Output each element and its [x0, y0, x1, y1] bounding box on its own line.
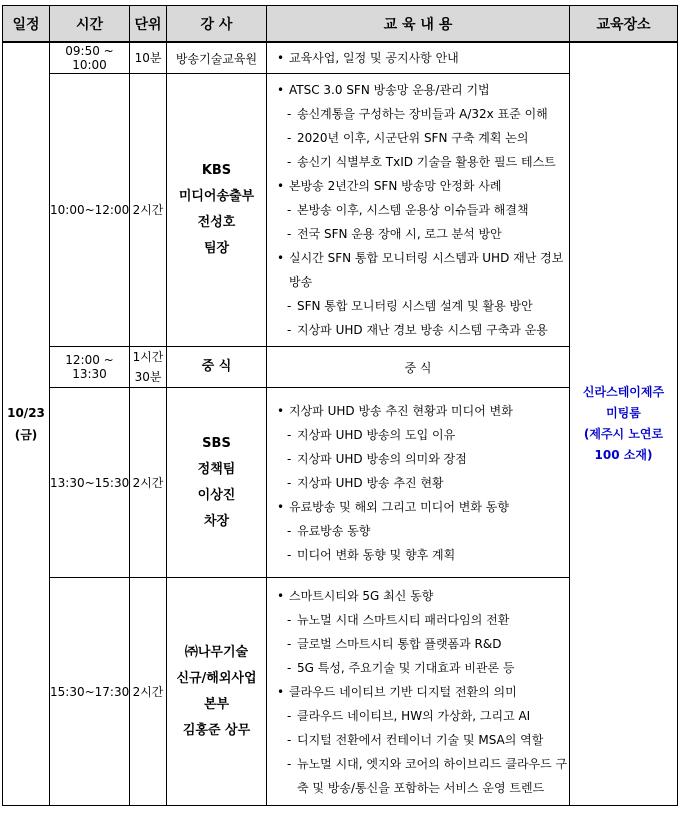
bullet-icon: •	[277, 403, 285, 418]
speaker-line: 전성호	[197, 215, 236, 230]
unit-line: 2시간	[132, 203, 164, 217]
content-sub-item	[275, 447, 569, 471]
dash-icon: -	[287, 475, 292, 490]
content-bullet-item	[275, 584, 569, 608]
speaker-line: 김홍준 상무	[182, 722, 251, 738]
dash-icon: -	[287, 636, 292, 651]
content-text: 중 식	[404, 360, 432, 375]
content-sub-item	[275, 126, 569, 150]
header-speaker: 강 사	[167, 6, 267, 43]
content-item-text: 지상파 UHD 재난 경보 방송 시스템 구축과 운용	[297, 323, 548, 337]
content-sub-item	[275, 150, 569, 174]
content-item-text: 지상파 UHD 방송 추진 현황	[297, 475, 444, 490]
dash-icon: -	[287, 612, 292, 627]
content-bullet-item	[275, 78, 569, 102]
speaker-cell	[167, 74, 267, 347]
content-item-text: 5G 특성, 주요기술 및 기대효과 비관론 등	[297, 660, 515, 675]
content-item-text: 지상파 UHD 방송의 의미와 장점	[297, 451, 467, 466]
content-cell	[267, 578, 570, 806]
speaker-cell	[167, 388, 267, 578]
bullet-icon: •	[277, 499, 285, 514]
content-bullet-item	[275, 680, 569, 704]
content-cell	[267, 388, 570, 578]
content-item-text: 유료방송 및 해외 그리고 미디어 변화 동향	[289, 499, 509, 514]
bullet-icon: •	[277, 251, 285, 265]
content-item-text: 2020년 이후, 시군단위 SFN 구축 계획 논의	[297, 131, 529, 145]
content-bullet-item	[275, 46, 569, 70]
content-item-text: 교육사업, 일정 및 공지사항 안내	[289, 51, 459, 65]
schedule-row	[3, 42, 678, 74]
content-bullet-item	[275, 174, 569, 198]
content-sub-item	[275, 294, 569, 318]
speaker-cell	[167, 347, 267, 388]
place-line: 미팅룸	[606, 406, 641, 420]
date-line: (금)	[14, 428, 38, 442]
content-item-text: 미디어 변화 동향 및 향후 계획	[297, 547, 456, 562]
dash-icon: -	[287, 756, 292, 771]
unit-cell	[130, 74, 167, 347]
speaker-line: 미디어송출부	[178, 189, 255, 204]
speaker-line: 정책팀	[197, 461, 236, 477]
content-sub-item	[275, 543, 569, 567]
unit-cell	[130, 42, 167, 74]
content-item-text: 송신기 식별부호 TxID 기술을 활용한 필드 테스트	[297, 155, 556, 169]
bullet-icon: •	[277, 684, 285, 699]
time-cell: 10:00~12:00	[50, 74, 130, 347]
bullet-icon: •	[277, 588, 285, 603]
dash-icon: -	[287, 131, 292, 145]
unit-cell	[130, 578, 167, 806]
content-item-text: 지상파 UHD 방송 추진 현황과 미디어 변화	[289, 403, 513, 418]
content-sub-item	[275, 632, 569, 656]
dash-icon: -	[287, 107, 292, 121]
speaker-cell	[167, 578, 267, 806]
unit-line: 1시간	[132, 350, 164, 364]
content-item-text: ATSC 3.0 SFN 방송망 운용/관리 기법	[289, 83, 490, 97]
dash-icon: -	[287, 660, 292, 675]
time-cell: 09:50 ~ 10:00	[50, 42, 130, 74]
dash-icon: -	[287, 523, 292, 538]
content-item-text: 클라우드 네이티브 기반 디지털 전환의 의미	[289, 684, 517, 699]
content-sub-item	[275, 752, 569, 800]
content-item-text: 클라우드 네이티브, HW의 가상화, 그리고 AI	[297, 708, 531, 723]
dash-icon: -	[287, 323, 292, 337]
header-place: 교육장소	[570, 6, 678, 43]
content-item-text: 지상파 UHD 방송의 도입 이유	[297, 427, 456, 442]
dash-icon: -	[287, 227, 292, 241]
content-item-text: 실시간 SFN 통합 모니터링 시스템과 UHD 재난 경보 방송	[289, 251, 564, 289]
place-line: 신라스테이제주	[582, 385, 665, 399]
speaker-line: 이상진	[197, 487, 236, 503]
unit-cell	[130, 388, 167, 578]
speaker-line: 팀장	[203, 241, 230, 256]
content-sub-item	[275, 222, 569, 246]
speaker-line: KBS	[201, 163, 232, 178]
date-cell	[3, 42, 50, 806]
header-row	[3, 6, 678, 43]
speaker-line: 신규/해외사업	[176, 670, 257, 686]
header-time: 시간	[50, 6, 130, 43]
speaker-line: 중 식	[201, 359, 232, 374]
content-list	[275, 75, 569, 345]
content-item-text: 전국 SFN 운용 장애 시, 로그 분석 방안	[297, 227, 502, 241]
content-bullet-item	[275, 495, 569, 519]
content-list	[275, 396, 569, 570]
date-line: 10/23	[7, 406, 45, 420]
header-date: 일정	[3, 6, 50, 43]
speaker-cell	[167, 42, 267, 74]
bullet-icon: •	[277, 179, 285, 193]
dash-icon: -	[287, 427, 292, 442]
dash-icon: -	[287, 299, 292, 313]
content-item-text: 본방송 2년간의 SFN 방송망 안정화 사례	[289, 179, 502, 193]
unit-line: 30분	[134, 370, 162, 384]
header-content: 교 육 내 용	[267, 6, 570, 43]
content-item-text: 뉴노멀 시대, 엣지와 코어의 하이브리드 클라우드 구축 및 방송/통신을 포함하는 서비스 운영 트렌드	[297, 756, 568, 795]
speaker-line: 차장	[203, 513, 230, 529]
content-sub-item	[275, 519, 569, 543]
bullet-icon: •	[277, 51, 285, 65]
content-item-text: 뉴노멀 시대 스마트시티 패러다임의 전환	[297, 612, 510, 627]
content-item-text: 유료방송 동향	[297, 523, 371, 538]
content-cell	[267, 42, 570, 74]
place-line: 100 소재)	[594, 448, 653, 462]
content-sub-item	[275, 704, 569, 728]
content-item-text: 본방송 이후, 시스템 운용상 이슈들과 해결책	[297, 203, 529, 217]
content-sub-item	[275, 471, 569, 495]
dash-icon: -	[287, 155, 292, 169]
unit-line: 10분	[134, 51, 162, 65]
content-sub-item	[275, 423, 569, 447]
content-sub-item	[275, 608, 569, 632]
dash-icon: -	[287, 708, 292, 723]
content-sub-item	[275, 728, 569, 752]
unit-cell	[130, 347, 167, 388]
unit-line: 2시간	[132, 684, 164, 699]
time-cell: 15:30~17:30	[50, 578, 130, 806]
content-cell	[267, 347, 570, 388]
content-bullet-item	[275, 399, 569, 423]
speaker-line: ㈜나무기술	[184, 644, 249, 660]
content-item-text: 디지털 전환에서 컨테이너 기술 및 MSA의 역할	[297, 732, 544, 747]
content-sub-item	[275, 318, 569, 342]
bullet-icon: •	[277, 83, 285, 97]
content-item-text: 스마트시티와 5G 최신 동향	[289, 588, 434, 603]
content-list	[275, 581, 569, 803]
dash-icon: -	[287, 203, 292, 217]
content-item-text: 송신계통을 구성하는 장비들과 A/32x 표준 이해	[297, 107, 548, 121]
dash-icon: -	[287, 451, 292, 466]
dash-icon: -	[287, 547, 292, 562]
time-cell: 12:00 ~ 13:30	[50, 347, 130, 388]
schedule-table	[2, 5, 678, 806]
speaker-line: 본부	[203, 696, 230, 712]
content-item-text: 글로벌 스마트시티 통합 플랫폼과 R&D	[297, 636, 502, 651]
content-list	[275, 43, 569, 73]
content-sub-item	[275, 198, 569, 222]
speaker-line: SBS	[202, 435, 231, 451]
speaker-line: 방송기술교육원	[175, 51, 258, 66]
time-cell: 13:30~15:30	[50, 388, 130, 578]
content-sub-item	[275, 102, 569, 126]
dash-icon: -	[287, 732, 292, 747]
place-cell	[570, 42, 678, 806]
content-cell	[267, 74, 570, 347]
content-sub-item	[275, 656, 569, 680]
unit-line: 2시간	[132, 475, 164, 490]
header-unit: 단위	[130, 6, 167, 43]
content-item-text: SFN 통합 모니터링 시스템 설계 및 활용 방안	[297, 299, 533, 313]
content-bullet-item	[275, 246, 569, 294]
place-line: (제주시 노연로	[583, 427, 664, 441]
